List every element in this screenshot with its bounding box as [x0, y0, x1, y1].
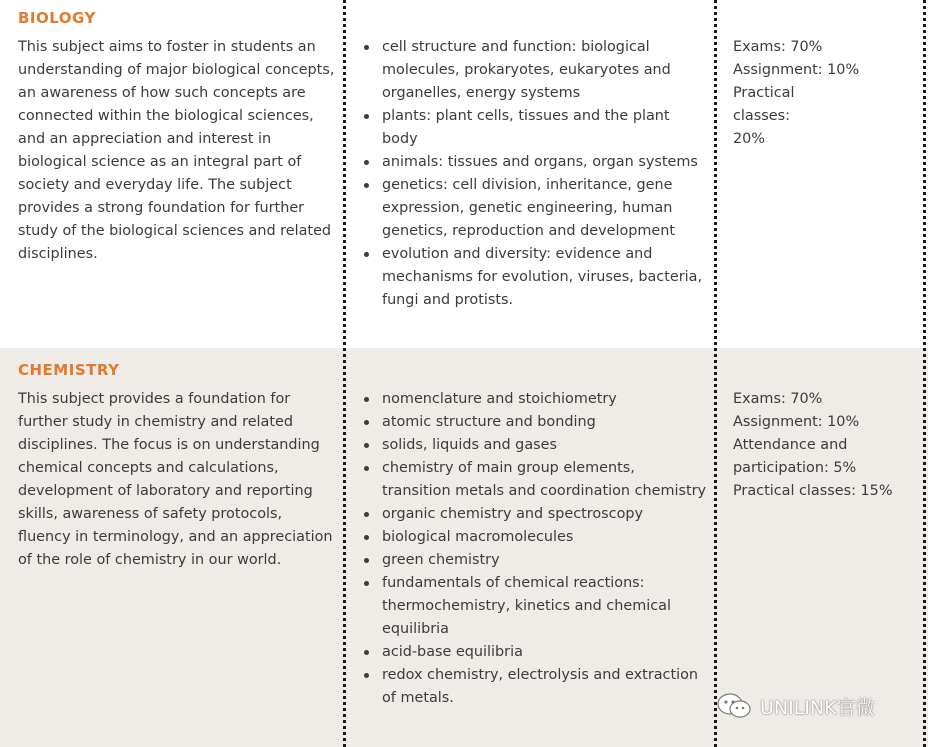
chemistry-assessment	[733, 388, 918, 503]
biology-description: This subject aims to foster in students an understanding of major biological concepts, an awareness of how such concepts are connected within the biological sciences, and an appreciation and interest in biological science as an integral part of society and everyday life. The subject provides a strong foundation for further study of the biological sciences and related disciplines.	[18, 39, 335, 262]
chemistry-topics-list	[362, 388, 707, 710]
list-item: redox chemistry, electrolysis and extraction of metals.	[362, 664, 707, 710]
list-item: animals: tissues and organs, organ systems	[362, 151, 707, 174]
column-divider-1	[343, 0, 346, 747]
list-item: cell structure and function: biological molecules, prokaryotes, eukaryotes and organelles, energy systems	[362, 36, 707, 105]
wechat-icon	[716, 692, 752, 720]
list-item: chemistry of main group elements, transition metals and coordination chemistry	[362, 457, 707, 503]
biology-title: BIOLOGY	[18, 9, 96, 27]
list-item: organic chemistry and spectroscopy	[362, 503, 707, 526]
assessment-item: Exams: 70%	[733, 39, 823, 55]
list-item: biological macromolecules	[362, 526, 707, 549]
assessment-item: Practical classes: 15%	[733, 483, 893, 499]
chemistry-description: This subject provides a foundation for further study in chemistry and related disciplines. The focus is on understanding chemical concepts and calculations, development of laboratory and reporting skills, awareness of safety protocols, fluency in terminology, and an appreciation of the role of chemistry in our world.	[18, 391, 333, 568]
watermark	[716, 692, 875, 720]
list-item: fundamentals of chemical reactions: thermochemistry, kinetics and chemical equilibria	[362, 572, 707, 641]
list-item: solids, liquids and gases	[362, 434, 707, 457]
chemistry-title: CHEMISTRY	[18, 361, 120, 379]
assessment-item: Practical classes: 20%	[733, 85, 795, 147]
list-item: green chemistry	[362, 549, 707, 572]
column-divider-2	[714, 0, 717, 747]
list-item: plants: plant cells, tissues and the plant body	[362, 105, 707, 151]
list-item: atomic structure and bonding	[362, 411, 707, 434]
list-item: acid-base equilibria	[362, 641, 707, 664]
biology-assessment	[733, 36, 918, 151]
list-item: evolution and diversity: evidence and mechanisms for evolution, viruses, bacteria, fungi and protists.	[362, 243, 707, 312]
assessment-item: Attendance and participation: 5%	[733, 437, 857, 476]
biology-topics-list	[362, 36, 707, 312]
watermark-text: UNILINK官微	[760, 696, 875, 719]
assessment-item: Exams: 70%	[733, 391, 823, 407]
list-item: genetics: cell division, inheritance, gene expression, genetic engineering, human genetics, reproduction and development	[362, 174, 707, 243]
assessment-item: Assignment: 10%	[733, 62, 860, 78]
column-divider-3	[923, 0, 926, 747]
list-item: nomenclature and stoichiometry	[362, 388, 707, 411]
assessment-item: Assignment: 10%	[733, 414, 860, 430]
